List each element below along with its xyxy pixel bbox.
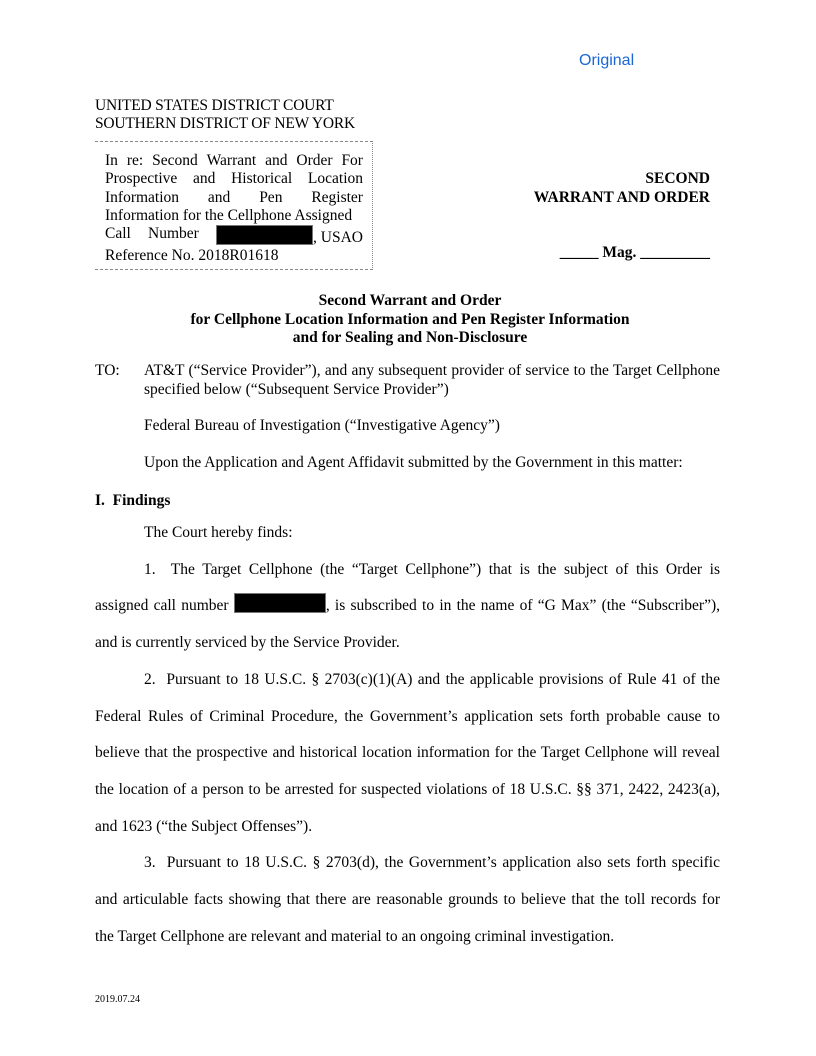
caption-word: In bbox=[105, 152, 118, 169]
finding-1-prefix: assigned call number bbox=[95, 597, 234, 615]
to-agency: Federal Bureau of Investigation (“Investigative Agency”) bbox=[144, 417, 500, 434]
caption-word: Register bbox=[311, 188, 363, 206]
finding-2-line-5: and 1623 (“the Subject Offenses”). bbox=[95, 817, 313, 835]
caption-word: Call bbox=[105, 225, 131, 243]
to-upon: Upon the Application and Agent Affidavit submitted by the Government in this matter: bbox=[144, 453, 683, 471]
caption-line-2 bbox=[105, 170, 363, 188]
footer-date: 2019.07.24 bbox=[95, 994, 140, 1005]
redaction-box bbox=[216, 225, 313, 245]
caption-word: Order bbox=[296, 152, 333, 169]
finding-2-line-3: believe that the prospective and historical location information for the Target Cellphone will reveal bbox=[95, 744, 720, 762]
finding-3-line-1: 3. Pursuant to 18 U.S.C. § 2703(d), the Government’s application also sets forth specific bbox=[144, 854, 720, 872]
addressees bbox=[144, 362, 720, 472]
finding-1-line-1: 1. The Target Cellphone (the “Target Cellphone”) that is the subject of this Order is bbox=[144, 560, 720, 578]
redacted-number bbox=[216, 225, 363, 247]
finding-1-line-3: and is currently serviced by the Service Provider. bbox=[95, 634, 400, 652]
mag-number-line: _____ Mag. _________ bbox=[559, 244, 710, 261]
caption-suffix: , USAO bbox=[313, 229, 363, 247]
doc-title-line-2: for Cellphone Location Information and Pen Register Information bbox=[190, 310, 630, 328]
finding-1-line-2 bbox=[95, 588, 720, 625]
caption-word: re: bbox=[126, 152, 144, 169]
caption-line-1 bbox=[105, 152, 363, 170]
section-heading-findings: I. Findings bbox=[95, 492, 171, 509]
original-link[interactable]: Original bbox=[579, 52, 635, 69]
caption-line-6: Reference No. 2018R01618 bbox=[105, 247, 279, 265]
caption-word: Historical bbox=[231, 170, 293, 188]
caption-line-4: Information for the Cellphone Assigned bbox=[105, 206, 353, 224]
court-line-2: SOUTHERN DISTRICT OF NEW YORK bbox=[95, 115, 356, 132]
doc-title-line-3: and for Sealing and Non-Disclosure bbox=[292, 329, 528, 346]
case-caption bbox=[105, 152, 363, 266]
caption-word: Warrant bbox=[206, 152, 257, 169]
caption-word: and bbox=[207, 188, 231, 206]
redaction-box bbox=[234, 593, 326, 613]
to-label: TO: bbox=[95, 362, 120, 379]
finding-1-suffix: , is subscribed to in the name of “G Max” (the “Subscriber”), bbox=[325, 597, 720, 615]
caption-word: Prospective bbox=[105, 170, 178, 188]
right-title-line-1: SECOND bbox=[645, 170, 710, 187]
caption-line-5 bbox=[105, 225, 363, 247]
findings-body bbox=[95, 515, 720, 955]
caption-word: For bbox=[341, 152, 363, 169]
finding-2-line-2: Federal Rules of Criminal Procedure, the Government’s application sets forth probable cause to bbox=[95, 707, 720, 725]
finding-3-line-3: the Target Cellphone are relevant and material to an ongoing criminal investigation. bbox=[95, 927, 615, 945]
finding-2-line-4: the location of a person to be arrested for suspected violations of 18 U.S.C. §§ 371, 2422, 2423(a), bbox=[95, 780, 720, 798]
findings-intro: The Court hereby finds: bbox=[144, 524, 293, 541]
caption-word: Location bbox=[307, 170, 363, 188]
caption-word: and bbox=[193, 170, 216, 188]
caption-word: and bbox=[265, 152, 288, 169]
caption-word: Number bbox=[148, 225, 199, 243]
document-type-title bbox=[534, 170, 710, 207]
caption-word: Pen bbox=[259, 188, 283, 206]
court-name bbox=[95, 97, 355, 133]
caption-line-3 bbox=[105, 189, 363, 207]
document-title bbox=[80, 292, 740, 348]
court-line-1: UNITED STATES DISTRICT COURT bbox=[95, 97, 334, 114]
caption-word: Second bbox=[152, 152, 198, 169]
finding-3-line-2: and articulable facts showing that there are reasonable grounds to believe that the toll records for bbox=[95, 891, 720, 909]
caption-word: Information bbox=[105, 188, 180, 206]
to-provider: AT&T (“Service Provider”), and any subsequent provider of service to the Target Cellphone specified below (“Subsequent Service Provider”) bbox=[144, 362, 720, 398]
case-caption-box bbox=[95, 141, 373, 270]
right-title-line-2: WARRANT AND ORDER bbox=[533, 188, 710, 206]
doc-title-line-1: Second Warrant and Order bbox=[318, 292, 502, 309]
finding-2-line-1: 2. Pursuant to 18 U.S.C. § 2703(c)(1)(A) and the applicable provisions of Rule 41 of the bbox=[144, 670, 720, 688]
